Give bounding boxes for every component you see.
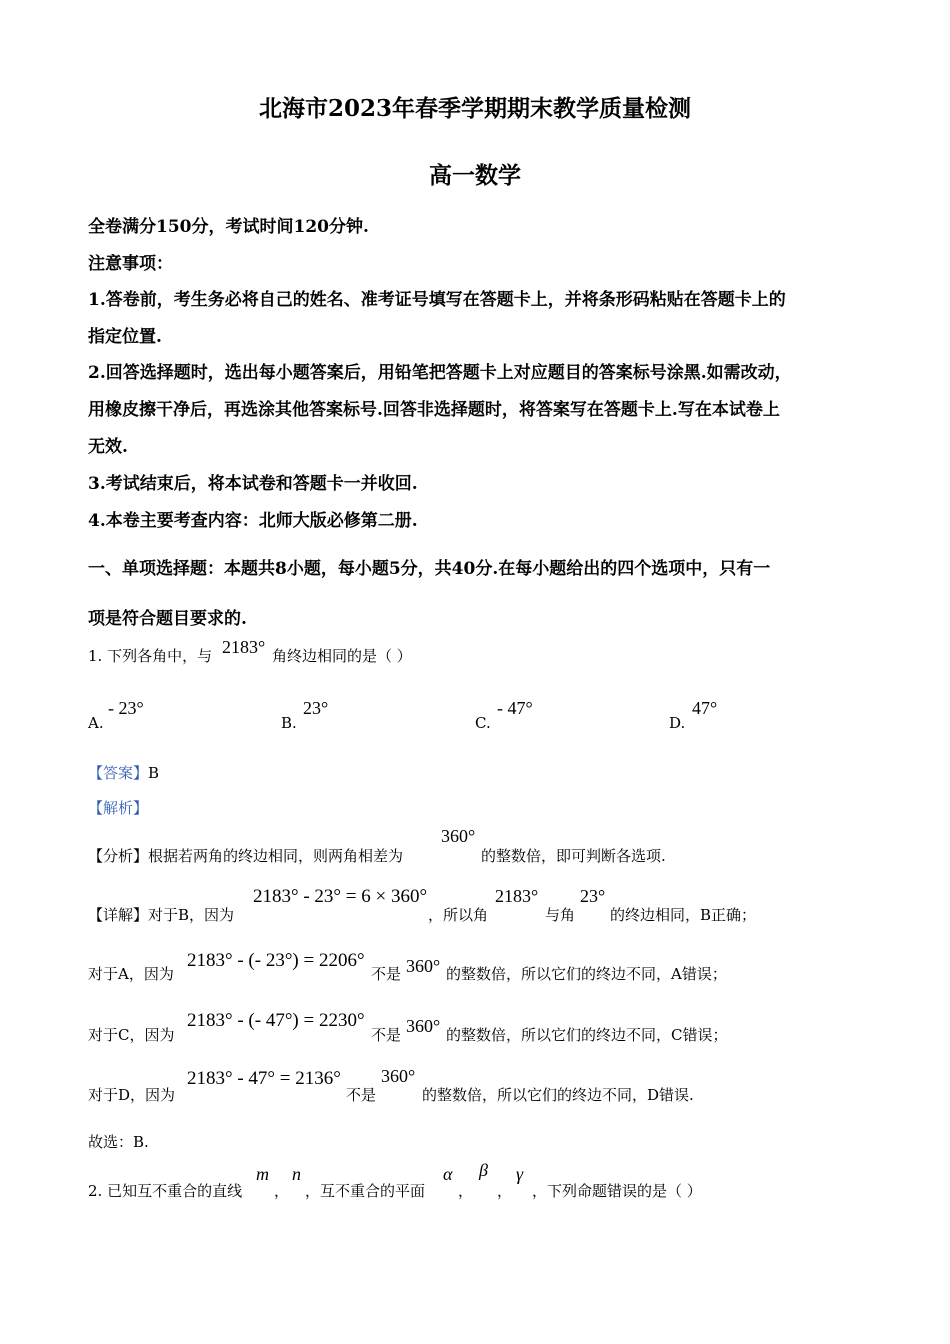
q1-option-d-value: 47° <box>692 698 718 718</box>
case-a-pre: 对于A，因为 <box>88 965 174 983</box>
analysis-tag: 【解析】 <box>88 799 149 817</box>
xiangjie-post: 的终边相同，B正确； <box>610 906 757 924</box>
fenxi-text-post: 的整数倍，即可判断各选项. <box>481 847 666 865</box>
q1-option-b-value: 23° <box>303 698 329 718</box>
case-c-post: 的整数倍，所以它们的终边不同，C错误； <box>446 1026 728 1044</box>
fenxi-tag: 【分析】 <box>88 847 149 865</box>
case-c-math-2: 360° <box>406 1016 441 1036</box>
case-a-math-2: 360° <box>406 956 441 976</box>
q1-stem-pre: 1. 下列各角中，与 <box>88 647 213 665</box>
case-d-mid: 不是 <box>346 1086 377 1104</box>
case-d-math: 2183° - 47° = 2136° <box>187 1068 341 1089</box>
q2-line-m: m <box>256 1164 269 1184</box>
case-a-math: 2183° - (- 23°) = 2206° <box>187 950 365 971</box>
q1-option-d-label: D. <box>669 714 686 732</box>
notice-2c: 无效. <box>88 437 128 457</box>
xiangjie-line <box>88 904 234 925</box>
notice-1b: 指定位置. <box>88 327 162 347</box>
fenxi-math: 360° <box>441 826 476 846</box>
case-d-post: 的整数倍，所以它们的终边不同，D错误. <box>422 1086 694 1104</box>
xiangjie-math-1: 2183° - 23° = 6 × 360° <box>253 886 428 907</box>
case-c-mid: 不是 <box>371 1026 402 1044</box>
fenxi-text-pre: 根据若两角的终边相同，则两角相差为 <box>148 847 404 865</box>
case-d-pre: 对于D，因为 <box>88 1086 176 1104</box>
fenxi-line <box>88 845 403 866</box>
answer-value: B <box>148 764 160 782</box>
xiangjie-mid-2: 与角 <box>545 906 576 924</box>
q1-option-c-label: C. <box>475 714 491 732</box>
notice-4: 4.本卷主要考查内容：北师大版必修第二册. <box>88 511 418 531</box>
notice-3: 3.考试结束后，将本试卷和答题卡一并收回. <box>88 474 418 494</box>
q2-sep-1: ， <box>274 1182 290 1200</box>
xiangjie-tag: 【详解】 <box>88 906 149 924</box>
case-d-math-2: 360° <box>381 1066 416 1086</box>
notice-2a: 2.回答选择题时，选出每小题答案后，用铅笔把答题卡上对应题目的答案标号涂黑.如需改动， <box>88 363 792 383</box>
page-subtitle: 高一数学 <box>429 162 521 189</box>
q1-option-a-value: - 23° <box>108 698 144 718</box>
q1-conclusion: 故选：B. <box>88 1133 149 1151</box>
q1-stem-post: 角终边相同的是（ ） <box>272 647 412 665</box>
q2-stem-pre: 2. 已知互不重合的直线 <box>88 1182 243 1200</box>
q2-sep-3: ， <box>497 1182 513 1200</box>
q1-stem-math: 2183° <box>222 637 266 657</box>
notice-2b: 用橡皮擦干净后，再选涂其他答案标号.回答非选择题时，将答案写在答题卡上.写在本试卷上 <box>88 400 780 420</box>
xiangjie-math-2: 2183° <box>495 886 539 906</box>
section1-line-b: 项是符合题目要求的. <box>88 609 247 629</box>
case-a-mid: 不是 <box>371 965 402 983</box>
q2-stem-mid: ，互不重合的平面 <box>305 1182 426 1200</box>
section1-line-a: 一、单项选择题：本题共8小题，每小题5分，共40分.在每小题给出的四个选项中，只有一 <box>88 559 771 579</box>
case-c-math: 2183° - (- 47°) = 2230° <box>187 1010 365 1031</box>
q1-option-a-label: A. <box>88 714 104 732</box>
xiangjie-pre: 对于B，因为 <box>148 906 235 924</box>
notice-1a: 1.答卷前，考生务必将自己的姓名、准考证号填写在答题卡上，并将条形码粘贴在答题卡上的 <box>88 290 786 310</box>
page-title: 北海市2023年春季学期期末教学质量检测 <box>258 95 691 122</box>
q2-sep-2: ， <box>458 1182 474 1200</box>
q2-plane-gamma: γ <box>516 1164 524 1184</box>
xiangjie-math-3: 23° <box>580 886 606 906</box>
score-line: 全卷满分150分，考试时间120分钟. <box>88 217 369 237</box>
case-c-pre: 对于C，因为 <box>88 1026 175 1044</box>
notice-heading: 注意事项： <box>88 254 173 274</box>
q2-line-n: n <box>292 1164 301 1184</box>
q1-option-b-label: B. <box>281 714 297 732</box>
xiangjie-mid-1: ，所以角 <box>428 906 489 924</box>
q2-plane-beta: β <box>479 1160 488 1180</box>
q1-answer-line <box>88 762 159 783</box>
q1-option-c-value: - 47° <box>497 698 533 718</box>
case-a-post: 的整数倍，所以它们的终边不同，A错误； <box>446 965 727 983</box>
q2-plane-alpha: α <box>443 1164 453 1184</box>
q2-stem-post: ，下列命题错误的是（ ） <box>532 1182 702 1200</box>
answer-tag: 【答案】 <box>88 764 149 782</box>
